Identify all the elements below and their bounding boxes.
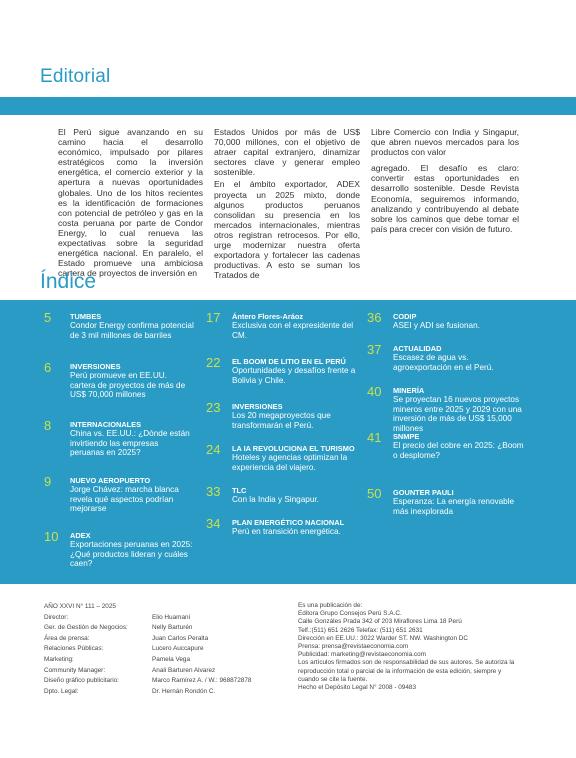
credit-label: Dpto. Legal:	[44, 687, 79, 695]
entry-description: Con la India y Singapur.	[232, 495, 319, 504]
page-number: 9	[44, 474, 52, 489]
entry-description: Se proyectan 16 nuevos proyectos mineros entre 2025 y 2029 con una inversión de más de US$ 15,000 millones	[393, 395, 522, 433]
indice-entry[interactable]	[206, 444, 358, 472]
page-number: 24	[206, 442, 221, 457]
entry-description: Exclusiva con el expresidente del CM.	[232, 321, 354, 340]
editorial-column-2	[214, 127, 360, 282]
entry-description: Perú promueve en EE.UU. cartera de proyectos de más de US$ 70,000 millones	[70, 371, 186, 400]
page-number: 10	[44, 529, 59, 544]
entry-description: ASEI y ADI se fusionan.	[393, 321, 480, 330]
editorial-title: Editorial	[40, 66, 111, 87]
editorial-paragraph: Libre Comercio con India y Singapur, que abren nuevos mercados para los productos con valor	[371, 127, 519, 158]
page-number: 6	[44, 360, 52, 375]
publisher-line: Hecho el Depósito Legal N° 2008 - 09483	[298, 684, 417, 692]
credit-name: Dr. Hernán Rondón C.	[152, 687, 216, 695]
publisher-line: Editora Grupo Consejos Perú S.A.C.	[298, 610, 402, 618]
entry-description: Condor Energy confirma potencial de 3 mil millones de barriles	[70, 321, 194, 340]
entry-description: Los 20 megaproyectos que transformarán el Perú.	[232, 411, 331, 430]
indice-entry[interactable]	[367, 386, 527, 433]
credit-name	[152, 602, 272, 613]
entry-section: NUEVO AEROPUERTO	[70, 476, 151, 485]
entry-section: Ántero Flores-Aráoz	[232, 312, 304, 321]
entry-section: MINERÍA	[393, 386, 425, 395]
indice-entry[interactable]	[44, 531, 194, 569]
issue-number: AÑO XXVI N° 111 – 2025	[44, 603, 116, 610]
page-number: 8	[44, 418, 52, 433]
entry-description: Jorge Chávez: marcha blanca revela qué aspectos podrían mejorarse	[70, 485, 179, 514]
credits-labels	[44, 602, 144, 697]
indice-entry[interactable]	[206, 486, 358, 505]
editorial-column-3	[371, 127, 519, 236]
publisher-line: Telf.:(511) 651 2626 Telefax: (511) 651 2631	[298, 626, 423, 634]
editorial-paragraph: Estados Unidos por más de US$ 70,000 millones, con el objetivo de atraer capital extranjero, dinamizar sectores clave y generar empleo sostenible.	[214, 127, 360, 178]
entry-section: ADEX	[70, 531, 91, 540]
entry-description: Oportunidades y desafíos frente a Bolivia y Chile.	[232, 366, 356, 385]
credit-name: Marco Ramírez A. / W.: 968872878	[152, 677, 252, 685]
indice-entry[interactable]	[44, 420, 194, 458]
entry-description: El precio del cobre en 2025: ¿Boom o desplome?	[393, 441, 524, 460]
indice-entry[interactable]	[367, 432, 527, 460]
publisher-line: Es una publicación de:	[298, 602, 363, 609]
credit-label: Community Manager:	[44, 666, 106, 674]
indice-entry[interactable]	[206, 518, 358, 537]
entry-section: TUMBES	[70, 312, 102, 321]
indice-entry[interactable]	[206, 402, 358, 430]
entry-description: Exportaciones peruanas en 2025: ¿Qué productos lideran y cuáles caen?	[70, 540, 193, 569]
credit-label: Diseño gráfico publicitario:	[44, 677, 119, 685]
entry-section: LA IA REVOLUCIONA EL TURISMO	[232, 444, 355, 453]
indice-title: Índice	[40, 270, 97, 293]
credit-label: Director:	[44, 613, 69, 621]
credit-label: Marketing:	[44, 655, 74, 663]
credit-name: Anali Barturen Alvarez	[152, 666, 216, 674]
credit-name: Elio Huamaní	[152, 613, 191, 621]
entry-description: Perú en transición energética.	[232, 527, 341, 536]
editorial-bar	[0, 97, 576, 115]
indice-panel	[0, 300, 576, 584]
indice-entry[interactable]	[367, 312, 527, 331]
credit-label: Ger. de Gestión de Negocios:	[44, 624, 128, 632]
entry-description: Escasez de agua vs. agroexportación en el Perú.	[393, 353, 494, 372]
credit-label: Relaciones Públicas:	[44, 645, 104, 653]
credit-name: Lucero Auccapure	[152, 645, 204, 653]
page-number: 22	[206, 355, 221, 370]
indice-entry[interactable]	[367, 344, 527, 372]
indice-entry[interactable]	[367, 488, 527, 516]
editorial-paragraph: agregado. El desafío es claro: convertir estas oportunidades en desarrollo sostenible. Desde Revista Economía, seguiremos informando, analizando y contribuyendo al debate sobre los caminos que debe tomar el país para crecer con visión de futuro.	[371, 163, 519, 234]
indice-entry[interactable]	[206, 312, 358, 340]
page-number: 17	[206, 310, 221, 325]
entry-description: Hoteles y agencias optimizan la experiencia del viajero.	[232, 453, 348, 472]
page-number: 23	[206, 400, 221, 415]
entry-section: CODIP	[393, 312, 417, 321]
credit-name: Pamela Vega	[152, 655, 191, 663]
entry-section: INVERSIONES	[232, 402, 283, 411]
indice-entry[interactable]	[44, 312, 194, 340]
editorial-paragraph: El Perú sigue avanzando en su camino hacia el desarrollo económico, impulsado por pilares estratégicos como la inversión energética, el comercio exterior y la apertura a nuevas oportunidades globales. Uno de los hitos recientes es la identificación de formaciones con potencial de petróleo y gas en la costa peruana por parte de Condor Energy, lo cual renueva las expectativas sobre la seguridad energética nacional. En paralelo, el Estado promueve una ambiciosa cartera de proyectos de inversión en	[58, 127, 203, 279]
indice-entry[interactable]	[206, 357, 358, 385]
page-number: 36	[367, 310, 382, 325]
publisher-line: Los artículos firmados son de responsabilidad de sus autores. Se autoriza la reproducción total o parcial de la información de esta edición, siempre y cuando se cite la fuente.	[298, 659, 515, 683]
publisher-line: Calle Gonzáles Prada 342 of 203 Miraflores Lima 18 Perú	[298, 618, 462, 626]
credit-name: Nelly Barturén	[152, 624, 193, 632]
indice-entry[interactable]	[44, 476, 194, 514]
page-number: 5	[44, 310, 52, 325]
entry-description: Esperanza: La energía renovable más inexplorada	[393, 497, 515, 516]
credits-names	[152, 602, 272, 697]
page-number: 37	[367, 342, 382, 357]
publisher-line: Publicidad: marketing@revistaeconomia.com	[298, 651, 426, 659]
entry-section: EL BOOM DE LITIO EN EL PERÚ	[232, 357, 346, 366]
editorial-column-1	[58, 127, 203, 280]
publisher-info	[298, 602, 520, 692]
page-number: 41	[367, 430, 382, 445]
entry-section: ACTUALIDAD	[393, 344, 442, 353]
credit-name: Juan Carlos Peralta	[152, 634, 209, 642]
indice-entry[interactable]	[44, 362, 194, 400]
page-number: 34	[206, 516, 221, 531]
entry-section: SNMPE	[393, 432, 420, 441]
entry-section: INVERSIONES	[70, 362, 121, 371]
page-number: 40	[367, 384, 382, 399]
editorial-paragraph: En el ámbito exportador, ADEX proyecta un 2025 mixto, donde algunos productos peruanos consolidan su presencia en los mercados internacionales, mientras otros registran retrocesos. Por ello, urge modernizar nuestra oferta exportadora y fortalecer las cadenas productivas. A esto se suman los Tratados de	[214, 179, 360, 281]
credit-label: Área de prensa:	[44, 634, 90, 642]
page-number: 50	[367, 486, 382, 501]
entry-section: PLAN ENERGÉTICO NACIONAL	[232, 518, 345, 527]
entry-section: TLC	[232, 486, 247, 495]
entry-description: China vs. EE.UU.: ¿Dónde están invirtiendo las empresas peruanas en 2025?	[70, 429, 190, 458]
entry-section: GOUNTER PAULI	[393, 488, 454, 497]
publisher-line: Dirección en EE.UU.: 3022 Warder ST. NW. Washington DC	[298, 634, 469, 642]
publisher-line: Prensa: prensa@revistaeconomia.com	[298, 643, 409, 651]
entry-section: INTERNACIONALES	[70, 420, 142, 429]
page-number: 33	[206, 484, 221, 499]
